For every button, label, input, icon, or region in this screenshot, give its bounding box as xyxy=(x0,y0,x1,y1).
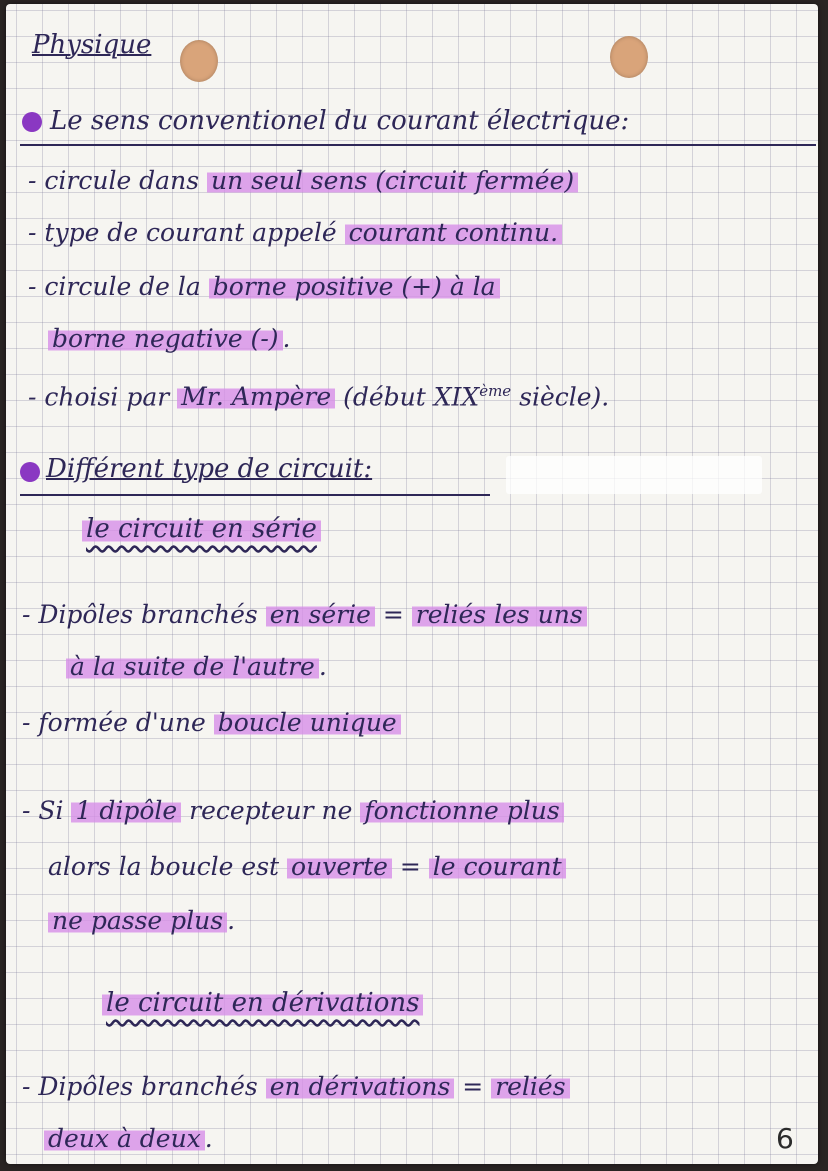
section1-line-1: - circule dans un seul sens (circuit fermée) xyxy=(28,164,578,198)
page-number: 6 xyxy=(776,1122,794,1155)
tape-strip xyxy=(506,456,762,494)
punch-hole-left xyxy=(180,40,218,82)
serie-line-5: alors la boucle est ouverte = le courant xyxy=(48,850,566,884)
section1-line-2: - type de courant appelé courant continu. xyxy=(28,216,562,250)
derivation-line-1: - Dipôles branchés en dérivations = reliés xyxy=(22,1070,570,1104)
section1-rule xyxy=(20,144,816,146)
punch-hole-right xyxy=(610,36,648,78)
derivation-line-2: deux à deux . xyxy=(44,1122,213,1156)
section1-title: Le sens conventionel du courant électrique: xyxy=(50,106,630,136)
derivation-title: le circuit en dérivations xyxy=(102,986,423,1020)
serie-line-1: - Dipôles branchés en série = reliés les uns xyxy=(22,598,587,632)
section1-line-4: borne negative (-) . xyxy=(48,322,290,356)
section2-title: Différent type de circuit: xyxy=(46,454,373,484)
section2-rule xyxy=(20,494,490,496)
serie-line-4: - Si 1 dipôle recepteur ne fonctionne plus xyxy=(22,794,564,828)
section1-line-5: - choisi par Mr. Ampère (début XIXème siècle). xyxy=(28,382,610,412)
serie-line-3: - formée d'une boucle unique xyxy=(22,706,401,740)
serie-line-2: à la suite de l'autre . xyxy=(66,650,327,684)
serie-line-6: ne passe plus . xyxy=(48,904,235,938)
section1-line-3: - circule de la borne positive (+) à la xyxy=(28,270,500,304)
serie-title: le circuit en série xyxy=(82,512,321,546)
bullet-dot xyxy=(22,112,42,132)
bullet-dot xyxy=(20,462,40,482)
notebook-page xyxy=(6,4,818,1164)
subject-title: Physique xyxy=(32,30,152,60)
